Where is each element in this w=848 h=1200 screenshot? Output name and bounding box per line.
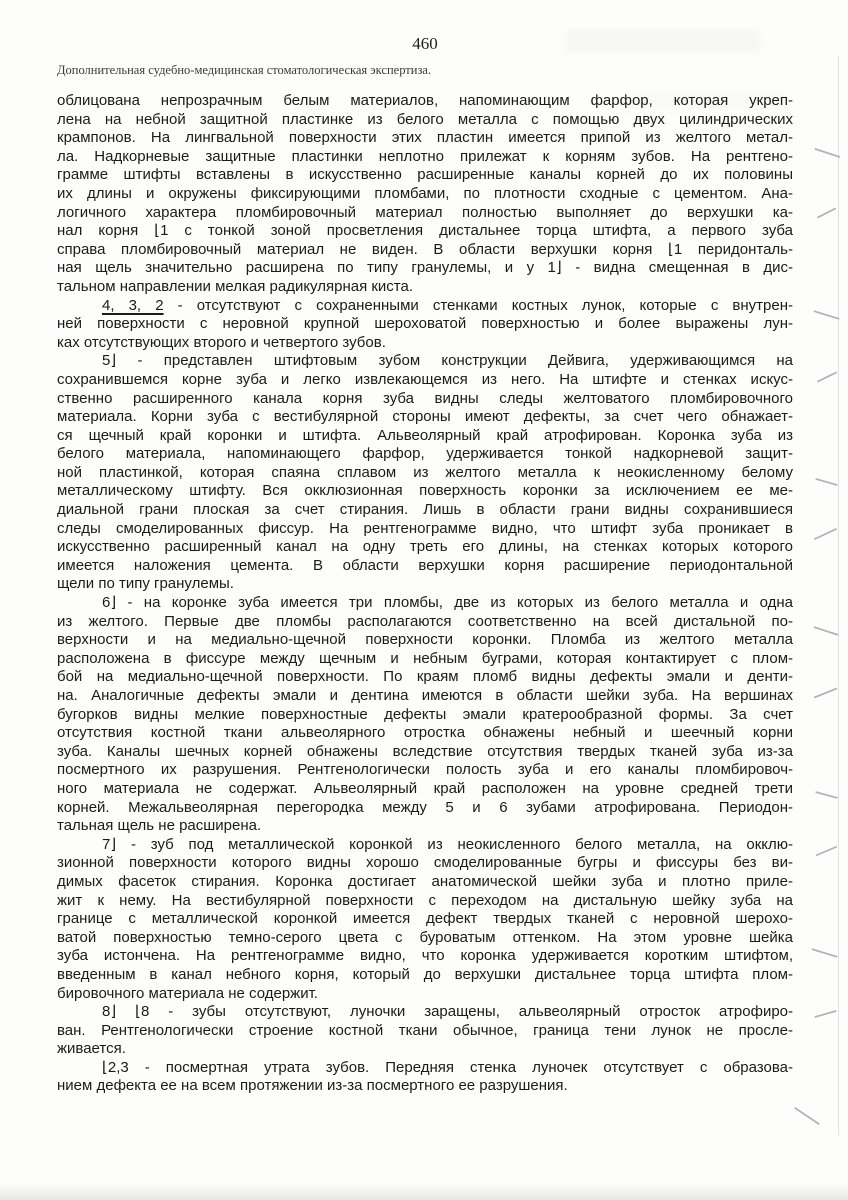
text-segment: ная щель значительно расширена по типу гранулемы, и у 1⌋ - видна смещенная в дис- bbox=[57, 259, 793, 277]
text-segment: материала. Корни зуба с вестибулярной стороны имеют дефекты, за счет чего обнажает- bbox=[57, 408, 793, 426]
text-segment: диальной грани плоская за счет стирания. Лишь в области грани видны сохранившиеся bbox=[57, 501, 793, 519]
paragraph bbox=[57, 352, 793, 594]
text-segment: димых фасеток стирания. Коронка достигает анатомической шейки зуба и плотно приле- bbox=[57, 872, 793, 890]
text-segment: введенным в канал небного корня, который до верхушки дистальнее торца штифта плом- bbox=[57, 965, 793, 983]
text-line bbox=[57, 297, 793, 316]
paragraph bbox=[57, 836, 793, 1003]
text-line bbox=[57, 241, 793, 260]
text-segment: искусственно расширенный канал на одну треть его длины, на стенках которых которого bbox=[57, 538, 793, 556]
text-segment: из желтого. Первые две пломбы располагаются соответственно на всей дистальной по- bbox=[57, 612, 793, 630]
text-line bbox=[57, 148, 793, 167]
pencil-stroke bbox=[817, 207, 837, 218]
text-line bbox=[57, 668, 793, 687]
text-segment: посмертного их разрушения. Рентгенологически полость зуба и его каналы пломбировоч- bbox=[57, 761, 793, 779]
text-segment: бугорков видны мелкие поверхностные дефекты эмали кратерообразной формы. За счет bbox=[57, 705, 793, 723]
text-line bbox=[57, 947, 793, 966]
text-line bbox=[57, 575, 793, 594]
text-line bbox=[57, 464, 793, 483]
text-segment: жит к нему. На вестибулярной поверхности с переходом на дистальную шейку зуба на bbox=[57, 891, 793, 909]
text-line bbox=[57, 594, 793, 613]
text-segment: крампонов. На лингвальной поверхности этих пластин имеется припой из желтого метал- bbox=[57, 129, 793, 147]
paragraph bbox=[57, 1003, 793, 1059]
text-segment: ла. Надкорневые защитные пластинки неплотно прилежат к корням зубов. На рентгено- bbox=[57, 147, 793, 165]
text-segment: ся щечный край коронки и штифта. Альвеолярный край атрофирован. Коронка зуба из bbox=[57, 426, 793, 444]
text-segment: щели по типу гранулемы. bbox=[57, 575, 234, 593]
text-line bbox=[57, 873, 793, 892]
pencil-stroke bbox=[814, 148, 840, 158]
text-segment: грамме штифты вставлены в искусственно расширенные каналы корней до их половины bbox=[57, 166, 793, 184]
page-edge-line bbox=[838, 55, 839, 1135]
text-line bbox=[57, 743, 793, 762]
text-segment: лена на небной защитной пластинке из белого металла с помощью двух цилиндрических bbox=[57, 110, 793, 128]
text-segment: белого материала, напоминающего фарфор, удерживается тонкой надкорневой защит- bbox=[57, 445, 793, 463]
pencil-stroke bbox=[811, 948, 837, 958]
text-line bbox=[57, 315, 793, 334]
text-line bbox=[57, 1059, 793, 1078]
text-line bbox=[57, 352, 793, 371]
text-line bbox=[57, 613, 793, 632]
text-segment: ватой поверхностью темно-серого цвета с буроватым оттенком. На этом уровне шейка bbox=[57, 928, 793, 946]
text-line bbox=[57, 520, 793, 539]
text-segment: зуба истончена. На рентгенограмме видно, что коронка удерживается коротким штифтом, bbox=[57, 947, 793, 965]
text-segment: ⌊2,3 - посмертная утрата зубов. Передняя стенка луночек отсутствует с образова- bbox=[102, 1058, 793, 1076]
text-line bbox=[57, 557, 793, 576]
text-line bbox=[57, 538, 793, 557]
body-text bbox=[57, 92, 793, 1096]
text-segment: ках отсутствующих второго и четвертого зубов. bbox=[57, 333, 386, 351]
pencil-stroke bbox=[817, 371, 838, 382]
text-line bbox=[57, 854, 793, 873]
text-line bbox=[57, 1022, 793, 1041]
text-segment: 6⌋ - на коронке зуба имеется три пломбы, две из которых из белого металла и одна bbox=[102, 594, 793, 612]
text-line bbox=[57, 408, 793, 427]
text-line bbox=[57, 371, 793, 390]
text-segment: отсутствия костной ткани альвеолярного отростка обнажены небный и шеечный корни bbox=[57, 724, 793, 742]
text-line bbox=[57, 780, 793, 799]
pencil-stroke bbox=[814, 1010, 837, 1018]
text-line bbox=[57, 501, 793, 520]
text-line bbox=[57, 111, 793, 130]
text-line bbox=[57, 482, 793, 501]
text-segment: нал корня ⌊1 с тонкой зоной просветления дистальнее торца штифта, а первого зуба bbox=[57, 222, 793, 240]
text-segment: зионной поверхности которого видны хорошо смоделированные бугры и фиссуры без ви- bbox=[57, 854, 793, 872]
text-segment: бой на медиально-щечной поверхности. По краям пломб видны дефекты эмали и денти- bbox=[57, 668, 793, 686]
pencil-stroke bbox=[814, 687, 838, 698]
text-line bbox=[57, 92, 793, 111]
underlined-tooth-numbers: 4, 3, 2 bbox=[102, 296, 164, 314]
page-number: 460 bbox=[412, 34, 438, 53]
text-line bbox=[57, 687, 793, 706]
text-line bbox=[57, 724, 793, 743]
text-line bbox=[57, 390, 793, 409]
text-segment: тальном направлении мелкая радикулярная киста. bbox=[57, 277, 414, 295]
text-line bbox=[57, 427, 793, 446]
text-line bbox=[57, 166, 793, 185]
text-segment: сохранившемся корне зуба и легко извлекающемся из него. На штифте и стенках искус- bbox=[57, 370, 793, 388]
text-segment: расположена в фиссуре между щечным и небным буграми, которая контактирует с плом- bbox=[57, 649, 793, 667]
text-line bbox=[57, 278, 793, 297]
text-segment: тальная щель не расширена. bbox=[57, 817, 262, 835]
text-line bbox=[57, 817, 793, 836]
text-line bbox=[57, 892, 793, 911]
text-line bbox=[57, 1077, 793, 1096]
text-line bbox=[57, 204, 793, 223]
bottom-scan-shadow bbox=[0, 1183, 848, 1200]
text-segment: 7⌋ - зуб под металлической коронкой из неокисленного белого металла, на окклю- bbox=[102, 835, 793, 853]
paragraph bbox=[57, 594, 793, 836]
text-segment: их длины и окружены фиксирующими пломбами, по плотности сходные с цементом. Ана- bbox=[57, 184, 793, 202]
text-segment: границе с металлической коронкой имеется дефект твердых тканей с неровной шерохо- bbox=[57, 910, 793, 928]
text-segment: 5⌋ - представлен штифтовым зубом конструкции Дейвига, удерживающимся на bbox=[102, 352, 793, 370]
pencil-stroke bbox=[813, 626, 838, 636]
text-segment: ван. Рентгенологически строение костной ткани обычное, граница тени лунок не просле- bbox=[57, 1021, 793, 1039]
text-segment: ственно расширенного канала корня зуба видны следы желтоватого пломбировочного bbox=[57, 389, 793, 407]
text-segment: верхности и на медиально-щечной поверхности коронки. Пломба из желтого металла bbox=[57, 631, 793, 649]
text-line bbox=[57, 334, 793, 353]
text-line bbox=[57, 631, 793, 650]
text-line bbox=[57, 706, 793, 725]
text-line bbox=[57, 1003, 793, 1022]
paragraph bbox=[57, 92, 793, 297]
text-line bbox=[57, 761, 793, 780]
text-segment: ней поверхности с неровной крупной шероховатой поверхностью и более выражены лун- bbox=[57, 315, 793, 333]
text-segment: следы смоделированных фиссур. На рентгенограмме видно, что штифт зуба проникает в bbox=[57, 519, 793, 537]
paragraph bbox=[57, 1059, 793, 1096]
text-segment: ного материала не содержат. Альвеолярный край расположен на уровне средней трети bbox=[57, 779, 793, 797]
text-segment: зуба. Каналы шечных корней обнажены вследствие отсутствия твердых тканей зуба из-за bbox=[57, 742, 793, 760]
pencil-stroke bbox=[815, 478, 838, 486]
text-segment: бировочного материала не содержит. bbox=[57, 984, 318, 1002]
text-line bbox=[57, 650, 793, 669]
pencil-stroke bbox=[815, 791, 838, 799]
text-line bbox=[57, 836, 793, 855]
text-line bbox=[57, 445, 793, 464]
text-segment: - отсутствуют с сохраненными стенками костных лунок, которые с внутрен- bbox=[163, 296, 793, 314]
text-segment: на. Аналогичные дефекты эмали и дентина имеются в области шейки зуба. На вершинах bbox=[57, 687, 793, 704]
pencil-stroke bbox=[816, 846, 838, 857]
text-line bbox=[57, 985, 793, 1004]
text-segment: ной пластинкой, которая спаяна сплавом из желтого металла к неокисленному белому bbox=[57, 463, 793, 481]
text-line bbox=[57, 929, 793, 948]
text-segment: имеется наложения цемента. В области верхушки корня расширение периодонтальной bbox=[57, 556, 793, 574]
paragraph bbox=[57, 297, 793, 353]
text-line bbox=[57, 185, 793, 204]
text-line bbox=[57, 799, 793, 818]
text-segment: корней. Межальвеолярная перегородка между 5 и 6 зубами атрофирована. Периодон- bbox=[57, 798, 793, 816]
text-line bbox=[57, 1040, 793, 1059]
text-line bbox=[57, 966, 793, 985]
running-header: Дополнительная судебно-медицинская стоматологическая экспертиза. bbox=[57, 63, 432, 77]
text-segment: 8⌋ ⌊8 - зубы отсутствуют, луночки заращены, альвеолярный отросток атрофиро- bbox=[102, 1003, 793, 1021]
text-line bbox=[57, 222, 793, 241]
text-segment: живается. bbox=[57, 1040, 126, 1058]
text-segment: нием дефекта ее на всем протяжении из-за посмертного ее разрушения. bbox=[57, 1077, 568, 1095]
text-segment: справа пломбировочный материал не виден. В области верхушки корня ⌊1 перидонталь- bbox=[57, 240, 793, 258]
text-line bbox=[57, 910, 793, 929]
text-segment: логичного характера пломбировочный материал полностью выполняет до верхушки ка- bbox=[57, 203, 793, 221]
pencil-stroke bbox=[814, 528, 838, 540]
text-segment: облицована непрозрачным белым материалов, напоминающим фарфор, которая укреп- bbox=[57, 92, 793, 109]
text-line bbox=[57, 129, 793, 148]
text-segment: металлическому штифту. Вся окклюзионная поверхность коронки за исключением ее ме- bbox=[57, 482, 793, 500]
pencil-stroke bbox=[794, 1107, 820, 1125]
text-line bbox=[57, 259, 793, 278]
pencil-stroke bbox=[813, 310, 839, 320]
